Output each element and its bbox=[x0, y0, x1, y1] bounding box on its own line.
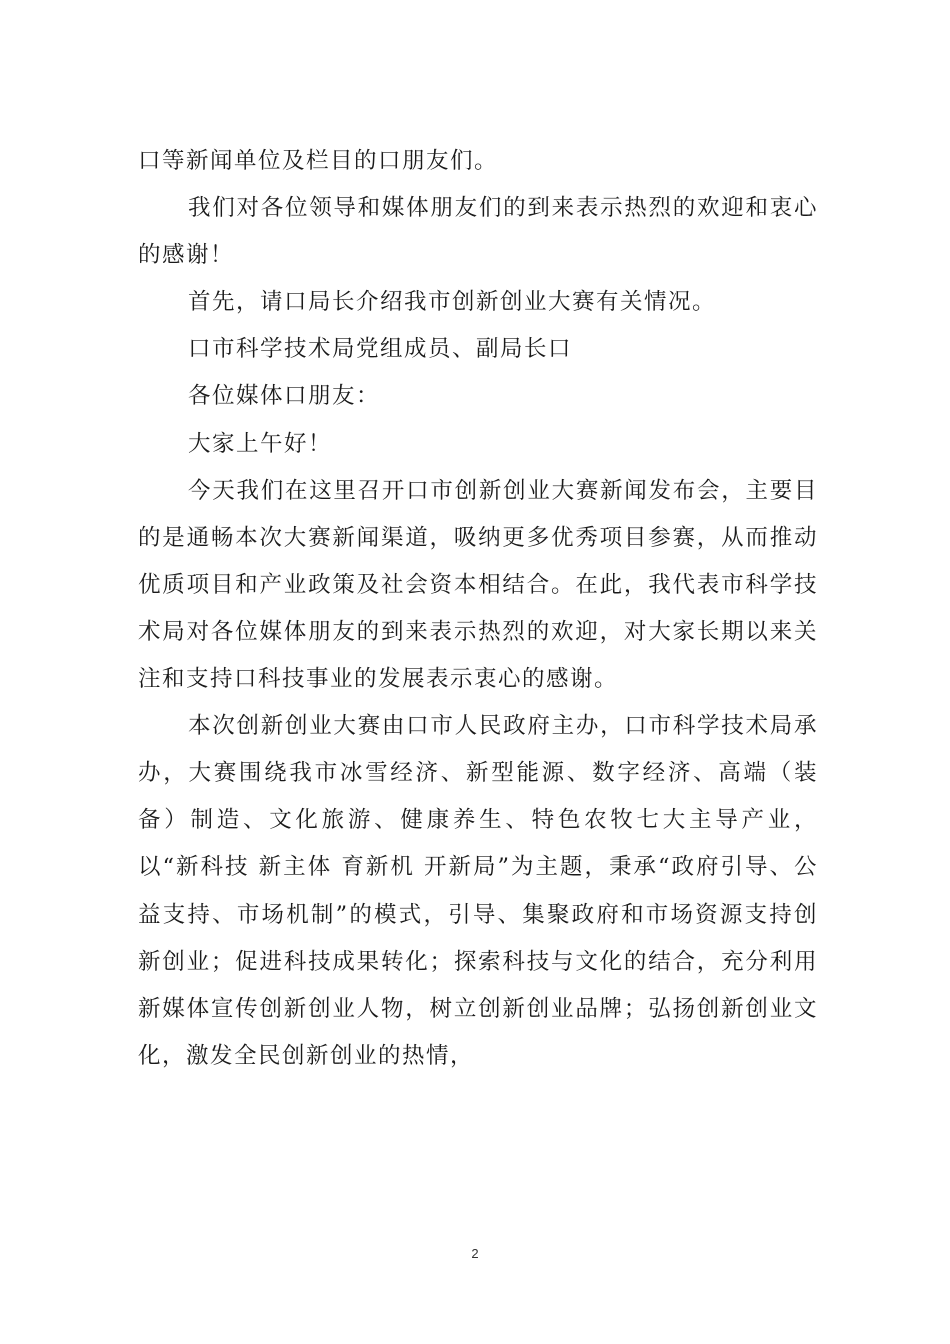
paragraph-3: 首先，请口局长介绍我市创新创业大赛有关情况。 bbox=[188, 289, 717, 316]
paragraph-4: 口市科学技术局党组成员、副局长口 bbox=[188, 336, 573, 363]
document-body bbox=[138, 138, 818, 1080]
paragraph-2: 我们对各位领导和媒体朋友们的到来表示热烈的欢迎和衷心的感谢！ bbox=[138, 195, 818, 269]
paragraph-7: 今天我们在这里召开口市创新创业大赛新闻发布会，主要目的是通畅本次大赛新闻渠道，吸纳更多优秀项目参赛，从而推动优质项目和产业政策及社会资本相结合。在此，我代表市科学技术局对各位媒体朋友的到来表示热烈的欢迎，对大家长期以来关注和支持口科技事业的发展表示衷心的感谢。 bbox=[138, 477, 818, 693]
paragraph-1: 口等新闻单位及栏目的口朋友们。 bbox=[138, 148, 499, 174]
page-number: 2 bbox=[471, 1246, 479, 1261]
paragraph-8: 本次创新创业大赛由口市人民政府主办，口市科学技术局承办，大赛围绕我市冰雪经济、新型能源、数字经济、高端（装备）制造、文化旅游、健康养生、特色农牧七大主导产业，以“新科技 新主体 育新机 开新局”为主题，秉承“政府引导、公益支持、市场机制”的模式，引导、集聚政府和市场资源支持创新创业；促进科技成果转化；探索科技与文化的结合，充分利用新媒体宣传创新创业人物，树立创新创业品牌；弘扬创新创业文化，激发全民创新创业的热情， bbox=[138, 713, 818, 1069]
paragraph-5: 各位媒体口朋友： bbox=[188, 383, 381, 410]
paragraph-6: 大家上午好！ bbox=[188, 430, 333, 457]
